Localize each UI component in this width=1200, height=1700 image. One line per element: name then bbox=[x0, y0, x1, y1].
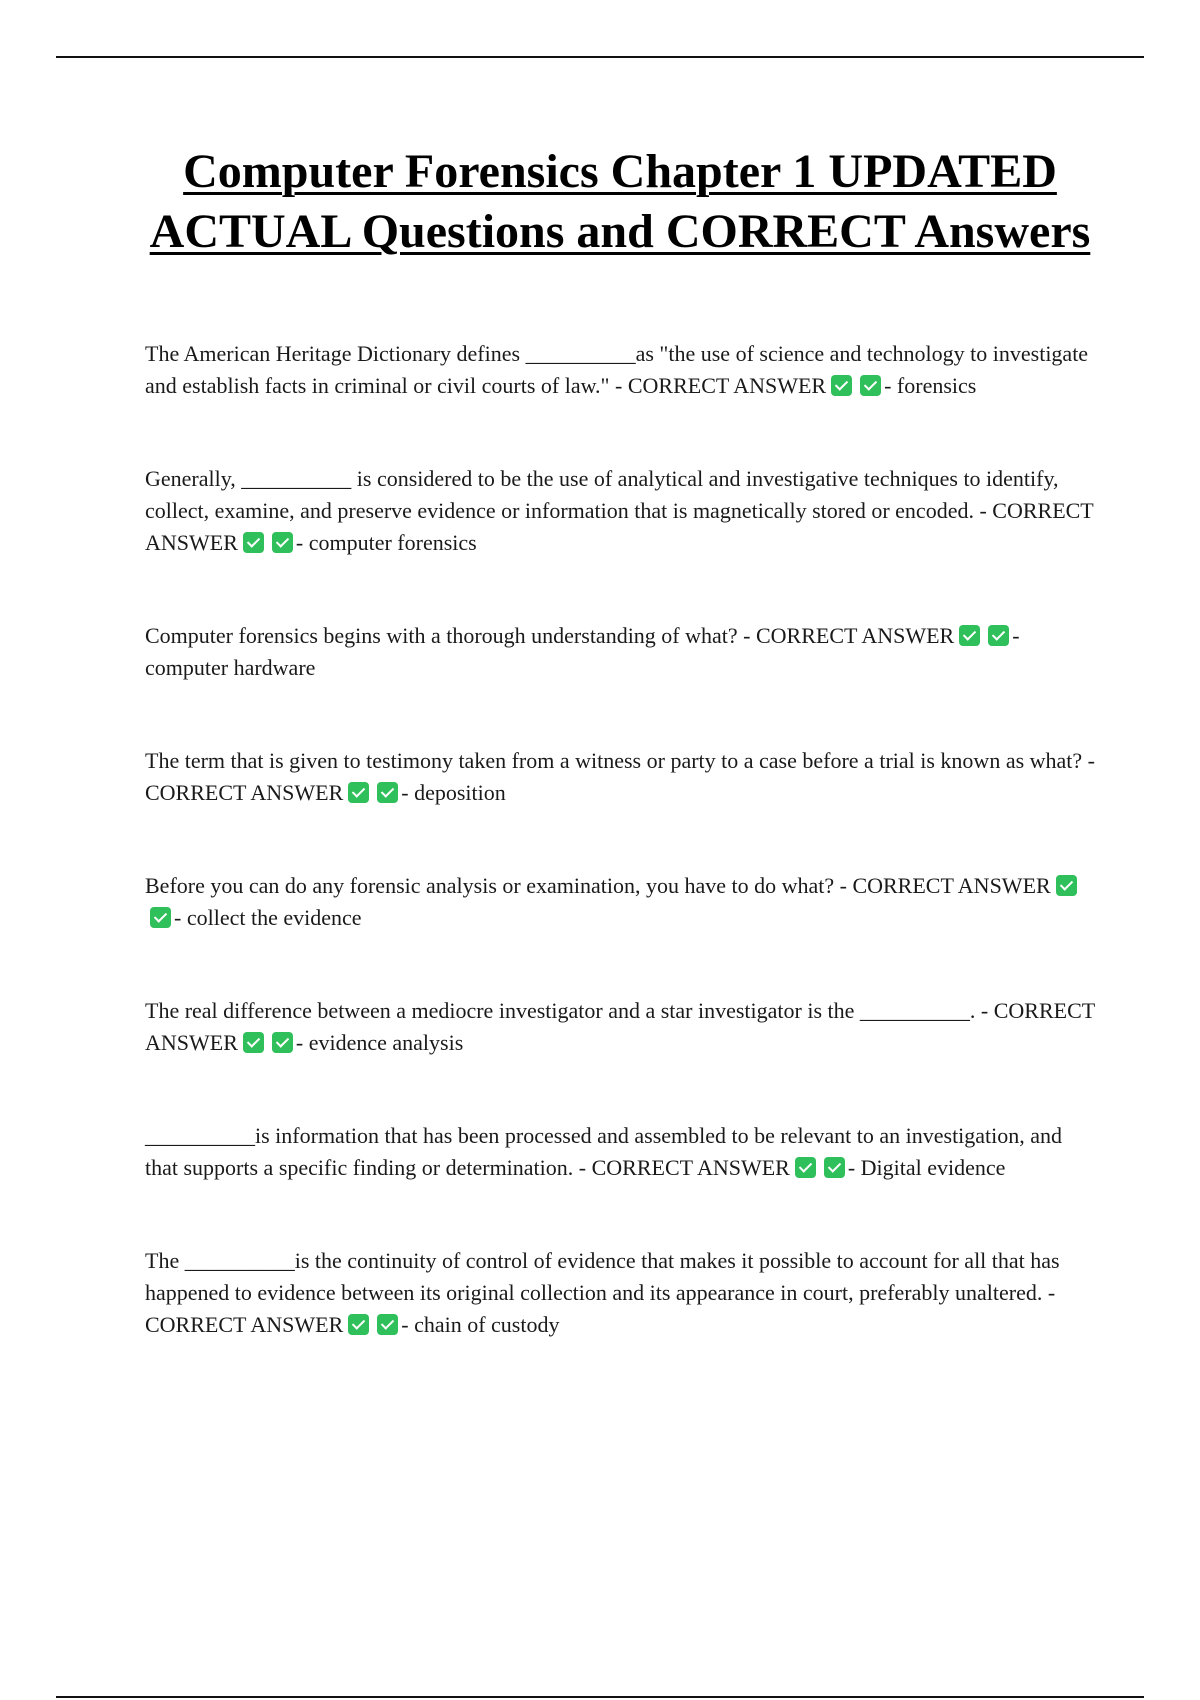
check-mark-icon bbox=[860, 375, 881, 396]
answer-text: - Digital evidence bbox=[847, 1155, 1006, 1180]
qa-item-4 bbox=[145, 745, 1095, 809]
check-mark-icon bbox=[243, 532, 264, 553]
answer-text: - chain of custody bbox=[401, 1312, 560, 1337]
answer-text: - forensics bbox=[884, 373, 977, 398]
check-mark-icon bbox=[377, 1314, 398, 1335]
answer-text: - deposition bbox=[401, 780, 506, 805]
check-mark-icon bbox=[272, 1032, 293, 1053]
check-mark-icon bbox=[831, 375, 852, 396]
footer-rule bbox=[56, 1696, 1144, 1698]
check-mark-icon bbox=[243, 1032, 264, 1053]
question-text: The real difference between a mediocre investigator and a star investigator is the __________. - CORRECT ANSWER bbox=[145, 998, 1095, 1055]
qa-item-5 bbox=[145, 870, 1095, 934]
check-mark-icon bbox=[272, 532, 293, 553]
qa-item-6 bbox=[145, 995, 1095, 1059]
check-mark-icon bbox=[795, 1157, 816, 1178]
qa-list bbox=[145, 338, 1095, 1402]
answer-text: - computer forensics bbox=[295, 530, 477, 555]
qa-item-8 bbox=[145, 1245, 1095, 1341]
check-mark-icon bbox=[150, 907, 171, 928]
check-mark-icon bbox=[377, 782, 398, 803]
qa-item-7 bbox=[145, 1120, 1095, 1184]
question-text: The __________is the continuity of control of evidence that makes it possible to account for all that has happened to evidence between its original collection and its appearance in court, preferably unaltered. - CORRECT ANSWER bbox=[145, 1248, 1060, 1337]
qa-item-1 bbox=[145, 338, 1095, 402]
check-mark-icon bbox=[348, 1314, 369, 1335]
check-mark-icon bbox=[1056, 875, 1077, 896]
header-rule bbox=[56, 56, 1144, 58]
question-text: Generally, __________ is considered to be the use of analytical and investigative techniques to identify, collect, examine, and preserve evidence or information that is magnetically stored or encoded. - CORRECT ANSWER bbox=[145, 466, 1094, 555]
check-mark-icon bbox=[824, 1157, 845, 1178]
check-mark-icon bbox=[988, 625, 1009, 646]
question-text: Computer forensics begins with a thorough understanding of what? - CORRECT ANSWER bbox=[145, 623, 955, 648]
document-title: Computer Forensics Chapter 1 UPDATED ACTUAL Questions and CORRECT Answers bbox=[149, 145, 1091, 258]
answer-text: - collect the evidence bbox=[174, 905, 362, 930]
question-text: Before you can do any forensic analysis or examination, you have to do what? - CORRECT ANSWER bbox=[145, 873, 1051, 898]
qa-item-3 bbox=[145, 620, 1095, 684]
check-mark-icon bbox=[348, 782, 369, 803]
qa-item-2 bbox=[145, 463, 1095, 559]
question-text: The American Heritage Dictionary defines __________as "the use of science and technology to investigate and establish facts in criminal or civil courts of law." - CORRECT ANSWER bbox=[145, 341, 1089, 398]
check-mark-icon bbox=[959, 625, 980, 646]
question-text: The term that is given to testimony taken from a witness or party to a case before a trial is known as what? - CORRECT ANSWER bbox=[145, 748, 1095, 805]
answer-text: - evidence analysis bbox=[295, 1030, 464, 1055]
answer-text: - computer hardware bbox=[145, 623, 1020, 680]
question-text: __________is information that has been processed and assembled to be relevant to an investigation, and that supports a specific finding or determination. - CORRECT ANSWER bbox=[145, 1123, 1063, 1180]
